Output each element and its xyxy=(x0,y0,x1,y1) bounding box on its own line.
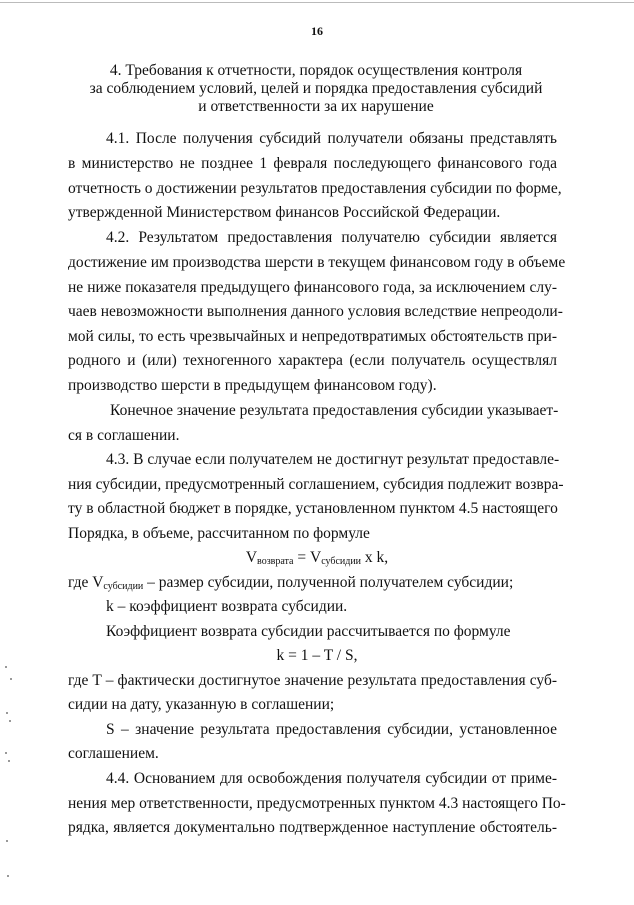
scan-speck xyxy=(5,752,7,754)
paragraph-4-2-line: производство шерсти в предыдущем финансовом году). xyxy=(68,377,437,394)
formula-return-volume xyxy=(0,549,634,567)
paragraph-4-3-line: ния субсидии, предусмотренный соглашением, субсидия подлежит возвра- xyxy=(68,476,564,493)
paragraph-4-1-line: в министерство не позднее 1 февраля последующего финансового года xyxy=(68,155,557,172)
coefficient-intro: Коэффициент возврата субсидии рассчитывается по формуле xyxy=(106,623,511,640)
paragraph-4-1-line: отчетность о достижении результатов предоставления субсидии по форме, xyxy=(68,180,562,197)
paragraph-4-4-line: нения мер ответственности, предусмотренных пунктом 4.3 настоящего По- xyxy=(68,795,566,812)
formula-sub-return: возврата xyxy=(257,556,294,567)
scan-speck xyxy=(10,678,12,680)
definition-s-line: S – значение результата предоставления субсидии, установленное xyxy=(106,721,557,738)
definition-sub: субсидии xyxy=(103,581,144,592)
section-title-line: за соблюдением условий, целей и порядка предоставления субсидий xyxy=(89,80,543,97)
paragraph-4-2-line: достижение им производства шерсти в текущем финансовом году в объеме xyxy=(68,254,566,271)
scan-speck xyxy=(6,712,8,714)
paragraph-4-2-line: 4.2. Результатом предоставления получателю субсидии является xyxy=(106,229,557,246)
definition-prefix: где V xyxy=(68,574,104,591)
paragraph-4-2-line: родного и (или) техногенного характера (если получатель осуществлял xyxy=(68,352,557,369)
paragraph-4-2-line: не ниже показателя предыдущего финансового года, за исключением слу- xyxy=(68,279,557,296)
definition-rest: – размер субсидии, полученной получателем субсидии; xyxy=(143,574,514,591)
paragraph-result-line: Конечное значение результата предоставления субсидии указывает- xyxy=(110,402,559,419)
section-title xyxy=(60,62,572,116)
paragraph-4-2-line: чаев невозможности выполнения данного условия вследствие непреодоли- xyxy=(68,303,563,320)
paragraph-4-3-line: ту в областной бюджет в порядке, установленном пунктом 4.5 настоящего xyxy=(68,500,558,517)
scan-top-edge xyxy=(0,2,634,3)
scan-speck xyxy=(5,666,7,668)
formula-v: V xyxy=(245,549,258,566)
paragraph-4-2-line: мой силы, то есть чрезвычайных и непредотвратимых обстоятельств при- xyxy=(68,328,557,345)
formula-tail: x k, xyxy=(361,549,389,566)
scan-speck xyxy=(8,760,10,762)
definition-t-line: сидии на дату, указанную в соглашении; xyxy=(68,696,335,713)
scan-speck xyxy=(6,840,8,842)
paragraph-4-1-line: 4.1. После получения субсидий получатели обязаны представлять xyxy=(106,130,557,147)
section-title-line: 4. Требования к отчетности, порядок осуществления контроля xyxy=(109,62,523,79)
formula-v-subsidy: V xyxy=(309,549,322,566)
scan-speck xyxy=(7,875,9,877)
paragraph-result-line: ся в соглашении. xyxy=(68,427,180,444)
definition-t-line: где T – фактически достигнутое значение результата предоставления суб- xyxy=(68,672,557,689)
formula-coefficient: k = 1 – T / S, xyxy=(276,647,358,664)
definition-k: k – коэффициент возврата субсидии. xyxy=(106,598,348,615)
paragraph-4-4-line: рядка, является документально подтвержденное наступление обстоятель- xyxy=(68,819,557,836)
section-title-line: и ответственности за их нарушение xyxy=(198,98,434,115)
formula-equals: = xyxy=(293,549,310,566)
definition-s-line: соглашением. xyxy=(68,745,159,762)
formula-sub-subsidy: субсидии xyxy=(321,556,362,567)
page-number: 16 xyxy=(311,24,323,38)
definition-v-subsidy xyxy=(68,574,557,592)
paragraph-4-1-line: утвержденной Министерством финансов Российской Федерации. xyxy=(68,204,501,221)
paragraph-4-4-line: 4.4. Основанием для освобождения получателя субсидии от приме- xyxy=(106,770,557,787)
paragraph-4-3-line: 4.3. В случае если получателем не достигнут результат предоставле- xyxy=(106,451,560,468)
paragraph-4-3-line: Порядка, в объеме, рассчитанном по формуле xyxy=(68,525,370,542)
scan-speck xyxy=(9,720,11,722)
scan-margin-marks xyxy=(2,660,16,890)
